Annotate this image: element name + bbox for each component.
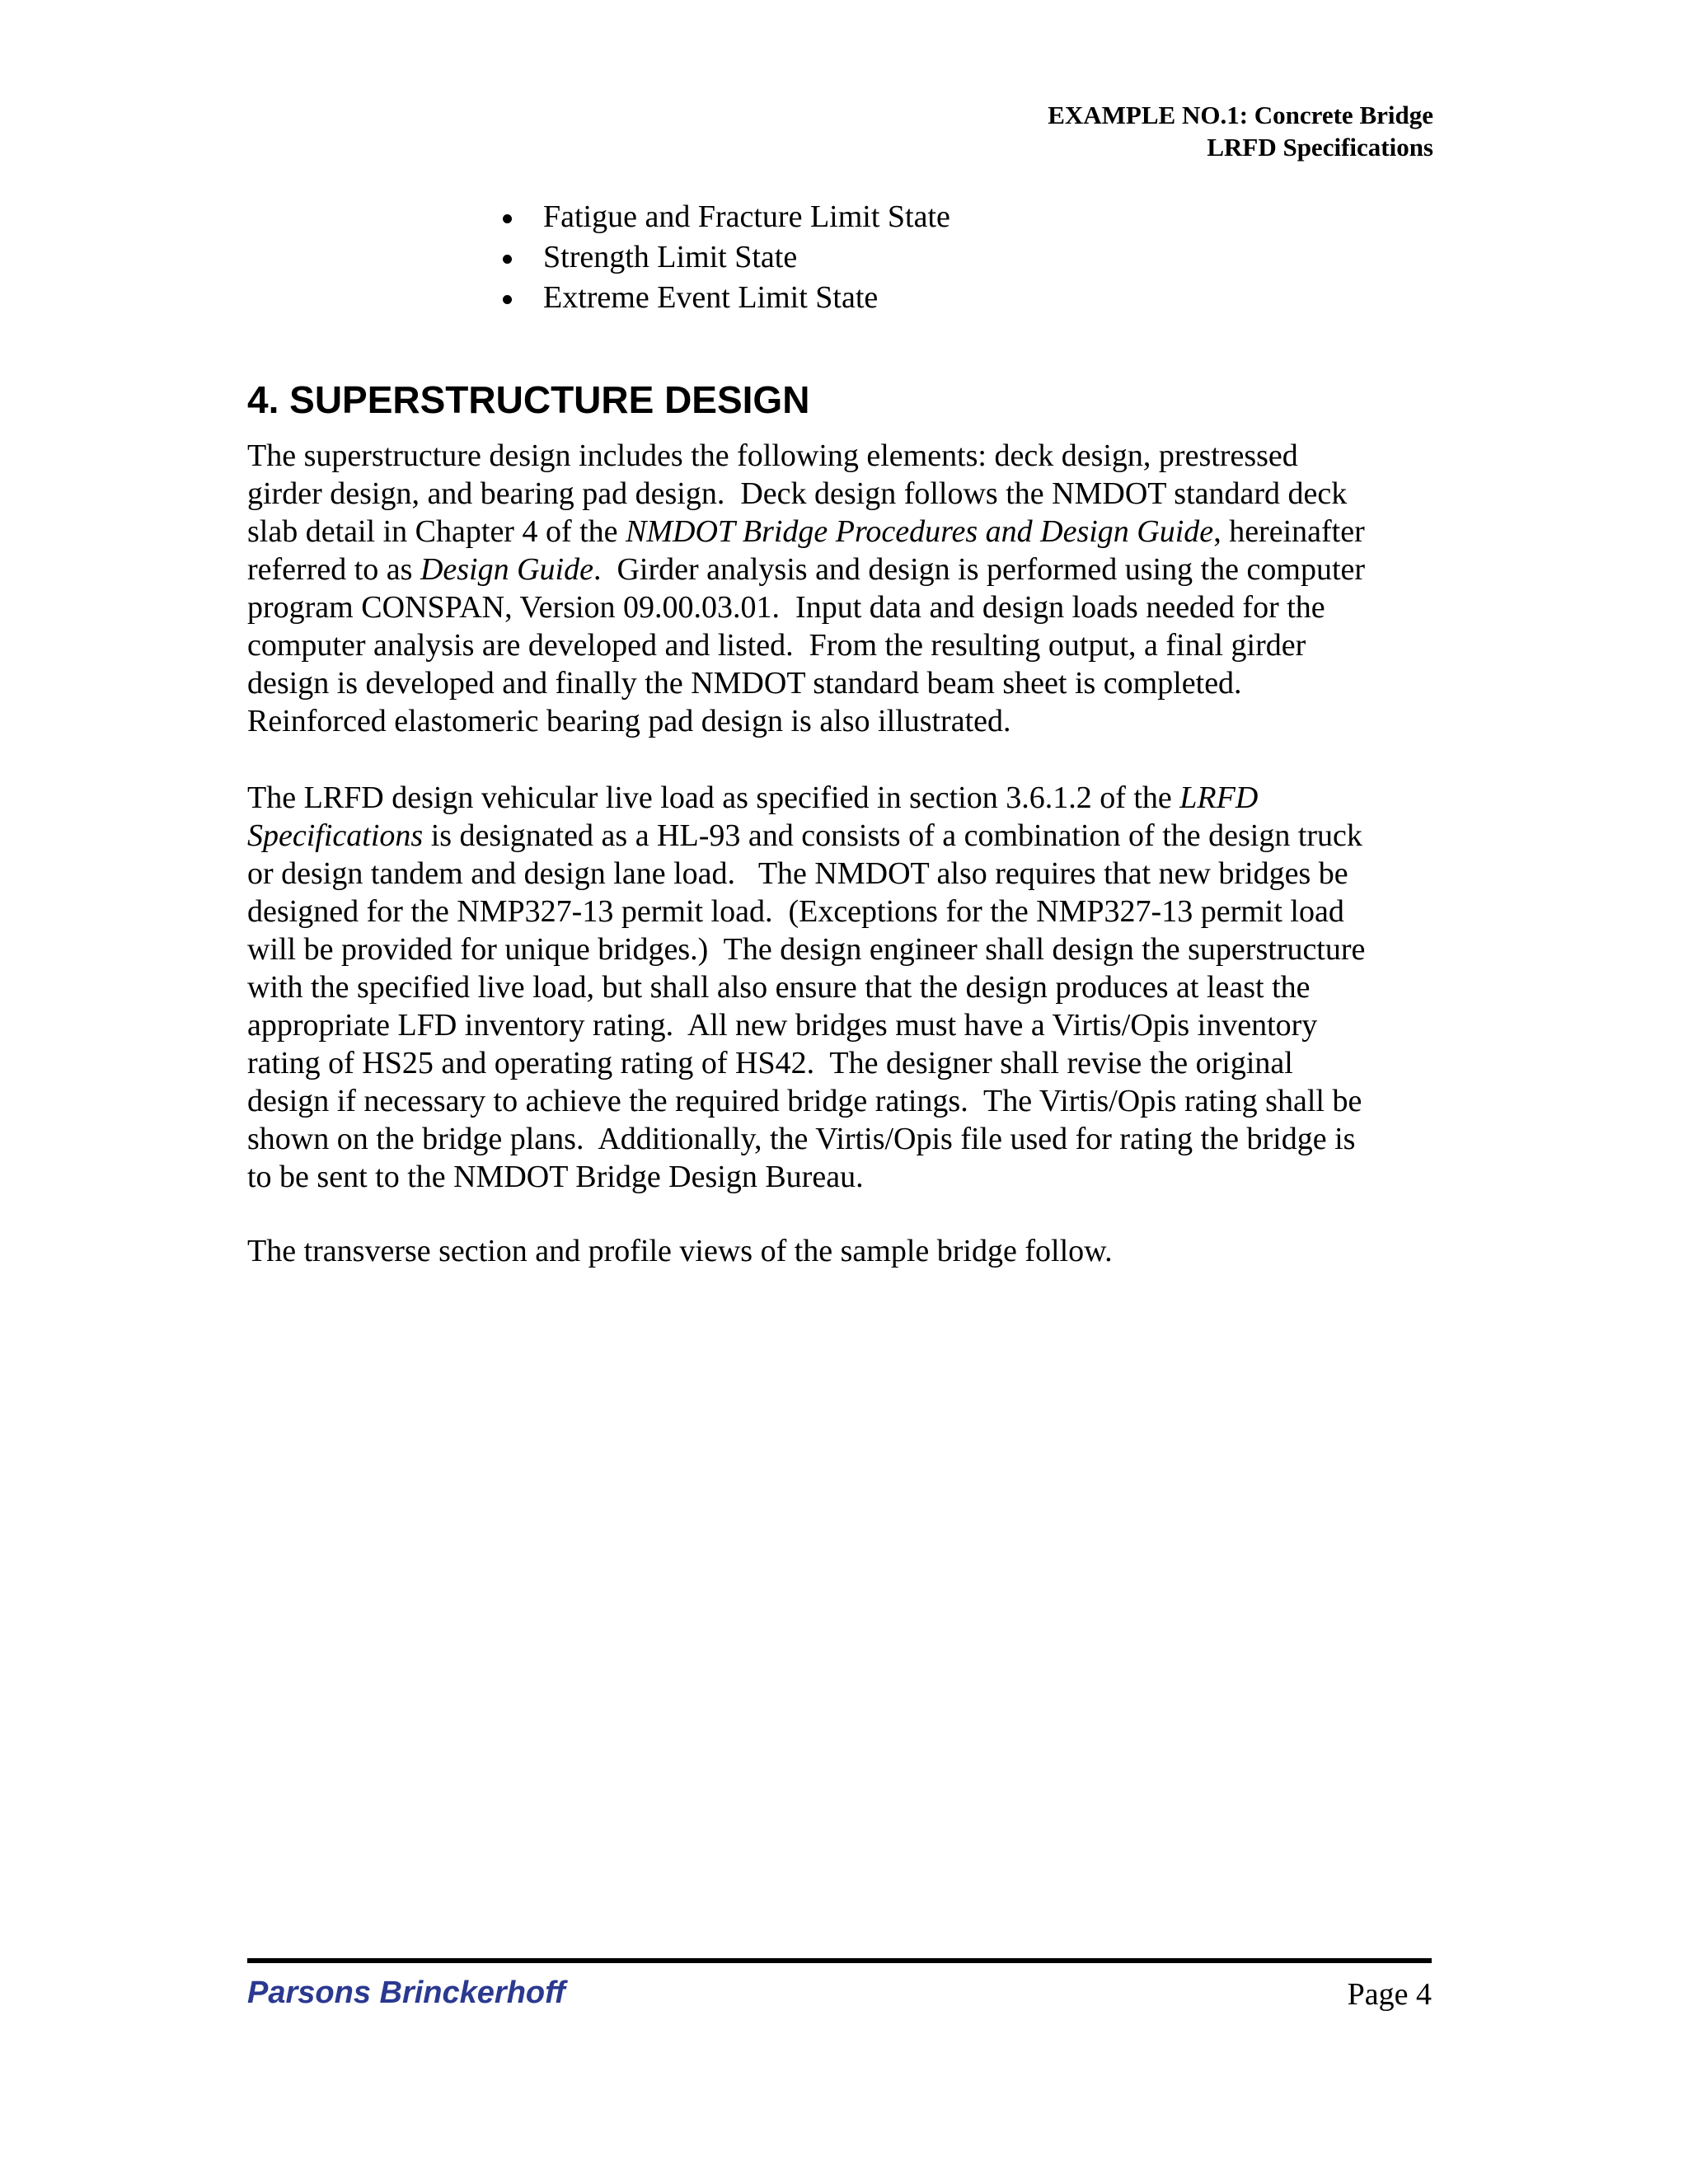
paragraph-line bbox=[247, 817, 1365, 855]
paragraph-line bbox=[247, 1120, 1365, 1158]
text-run: girder design, and bearing pad design. Deck design follows the NMDOT standard deck bbox=[247, 476, 1348, 511]
paragraph-line bbox=[247, 1006, 1365, 1044]
text-run: , hereinafter bbox=[1213, 514, 1365, 549]
bullet-icon bbox=[503, 255, 512, 264]
paragraph-line bbox=[247, 626, 1365, 664]
paragraph-line bbox=[247, 588, 1365, 626]
header-spec-title: LRFD Specifications bbox=[1207, 133, 1433, 162]
text-run: . Girder analysis and design is performed using the computer bbox=[593, 552, 1366, 587]
paragraph-line bbox=[247, 1158, 1365, 1196]
text-run: with the specified live load, but shall also ensure that the design produces at least the bbox=[247, 970, 1311, 1005]
paragraph-live-load bbox=[247, 779, 1365, 1196]
italic-text: NMDOT Bridge Procedures and Design Guide bbox=[626, 514, 1214, 549]
text-run: designed for the NMP327-13 permit load. (Exceptions for the NMP327-13 permit load bbox=[247, 894, 1344, 929]
text-run: program CONSPAN, Version 09.00.03.01. Input data and design loads needed for the bbox=[247, 590, 1325, 625]
paragraph-line bbox=[247, 437, 1365, 475]
header-example-title: EXAMPLE NO.1: Concrete Bridge bbox=[1048, 101, 1433, 129]
text-run: or design tandem and design lane load. The NMDOT also requires that new bridges be bbox=[247, 856, 1348, 891]
text-run: The superstructure design includes the following elements: deck design, prestressed bbox=[247, 438, 1298, 473]
paragraph-line bbox=[247, 1044, 1365, 1082]
running-header bbox=[1048, 99, 1433, 163]
text-run: The LRFD design vehicular live load as specified in section 3.6.1.2 of the bbox=[247, 780, 1180, 815]
paragraph-line bbox=[247, 1082, 1365, 1120]
section-heading: 4. SUPERSTRUCTURE DESIGN bbox=[247, 378, 810, 421]
italic-text: Design Guide bbox=[420, 552, 593, 587]
list-item bbox=[495, 278, 950, 318]
text-run: design if necessary to achieve the required bridge ratings. The Virtis/Opis rating shall be bbox=[247, 1084, 1362, 1118]
paragraph-elements bbox=[247, 437, 1365, 740]
paragraph-line bbox=[247, 551, 1365, 588]
text-run: will be provided for unique bridges.) The design engineer shall design the superstructure bbox=[247, 932, 1366, 967]
paragraph-line bbox=[247, 779, 1365, 817]
paragraph-line bbox=[247, 893, 1365, 930]
list-item-text: Fatigue and Fracture Limit State bbox=[543, 199, 950, 234]
paragraph-line bbox=[247, 968, 1365, 1006]
italic-text: Specifications bbox=[247, 818, 424, 853]
text-run: The transverse section and profile views of the sample bridge follow. bbox=[247, 1234, 1113, 1268]
text-run: Reinforced elastomeric bearing pad design is also illustrated. bbox=[247, 704, 1011, 738]
paragraph-line bbox=[247, 513, 1365, 551]
paragraph-line bbox=[247, 475, 1365, 513]
list-item-text: Strength Limit State bbox=[543, 240, 798, 274]
paragraph-views bbox=[247, 1232, 1113, 1270]
text-run: rating of HS25 and operating rating of HS42. The designer shall revise the original bbox=[247, 1046, 1293, 1080]
paragraph-line bbox=[247, 930, 1365, 968]
text-run: shown on the bridge plans. Additionally, the Virtis/Opis file used for rating the bridge is bbox=[247, 1122, 1356, 1156]
paragraph-line bbox=[247, 664, 1365, 702]
text-run: referred to as bbox=[247, 552, 420, 587]
text-run: is designated as a HL-93 and consists of a combination of the design truck bbox=[423, 818, 1362, 853]
limit-state-list bbox=[495, 197, 950, 318]
text-run: to be sent to the NMDOT Bridge Design Bureau. bbox=[247, 1160, 864, 1194]
footer-page-number: Page 4 bbox=[1347, 1977, 1432, 2012]
italic-text: LRFD bbox=[1179, 780, 1259, 815]
list-item-text: Extreme Event Limit State bbox=[543, 280, 879, 315]
list-item bbox=[495, 197, 950, 237]
text-run: design is developed and finally the NMDOT standard beam sheet is completed. bbox=[247, 666, 1242, 701]
bullet-icon bbox=[503, 214, 512, 223]
footer-divider bbox=[247, 1958, 1432, 1963]
text-run: slab detail in Chapter 4 of the bbox=[247, 514, 626, 549]
footer-company-name: Parsons Brinckerhoff bbox=[247, 1975, 565, 2010]
text-run: appropriate LFD inventory rating. All new bridges must have a Virtis/Opis inventory bbox=[247, 1008, 1318, 1043]
paragraph-line bbox=[247, 1232, 1113, 1270]
paragraph-line bbox=[247, 702, 1365, 740]
list-item bbox=[495, 237, 950, 278]
text-run: computer analysis are developed and listed. From the resulting output, a final girder bbox=[247, 628, 1306, 663]
paragraph-line bbox=[247, 855, 1365, 893]
bullet-icon bbox=[503, 295, 512, 304]
